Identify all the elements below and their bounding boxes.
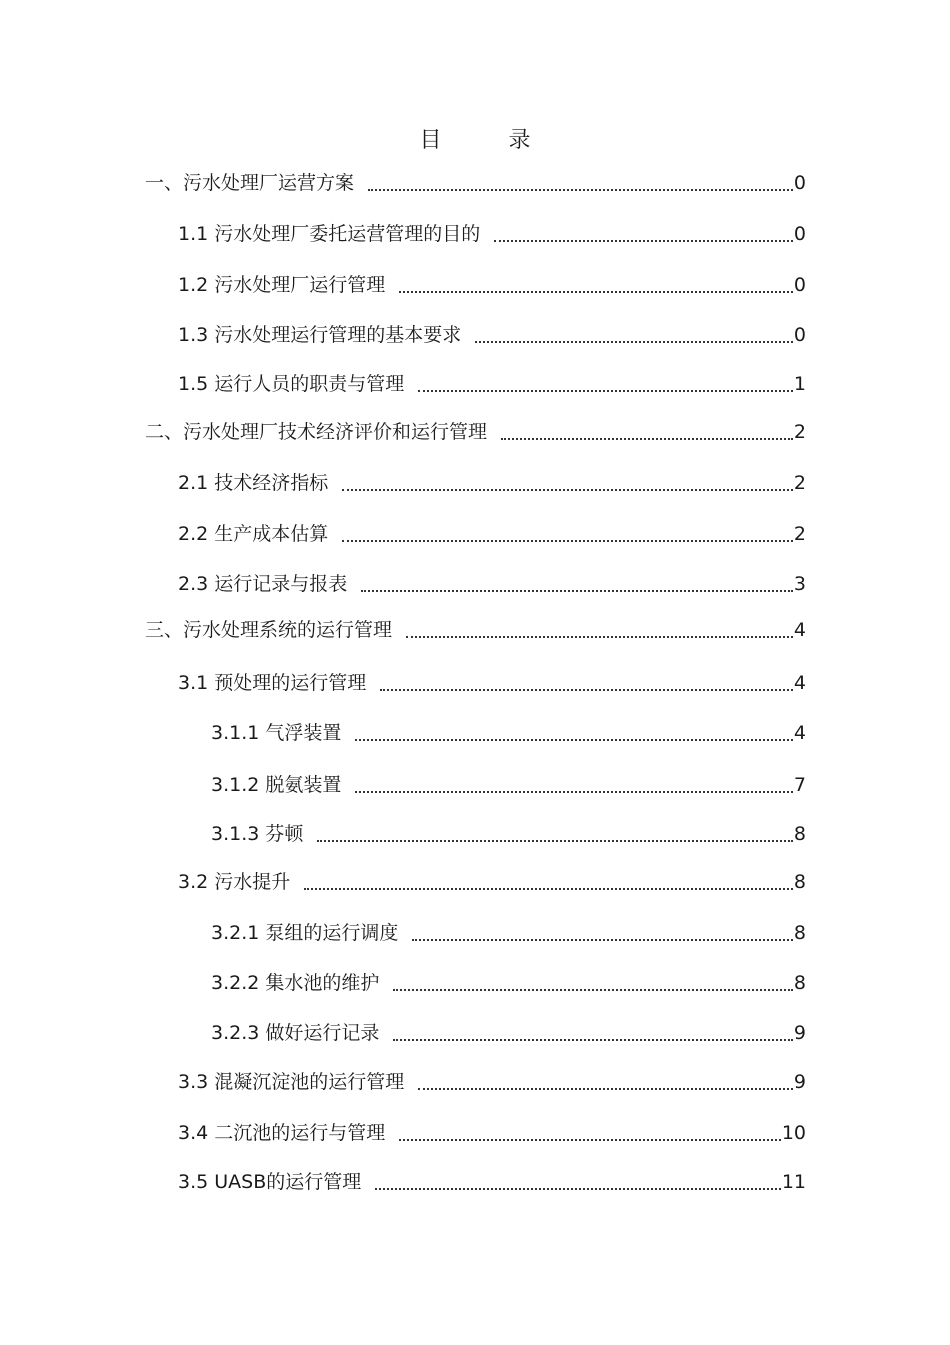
dot-leader (418, 1066, 793, 1090)
dot-leader (355, 769, 793, 793)
toc-entry-text: 三、污水处理系统的运行管理 (145, 619, 393, 641)
toc-entry-page: 0 (793, 324, 806, 346)
toc-entry-page: 0 (793, 223, 806, 245)
toc-entry-page: 8 (793, 972, 806, 994)
toc-entry-text: 3.1 预处理的运行管理 (178, 672, 367, 694)
toc-entry[interactable] (178, 1169, 806, 1195)
toc-entry-text: 3.2.2 集水池的维护 (211, 972, 380, 994)
toc-entry-text: 3.4 二沉池的运行与管理 (178, 1122, 386, 1144)
toc-entry-text: 3.2 污水提升 (178, 871, 291, 893)
toc-entry-page: 0 (793, 172, 806, 194)
dot-leader (393, 1017, 793, 1041)
toc-entry-page: 4 (793, 672, 806, 694)
toc-title: 目 录 (419, 128, 561, 153)
dot-leader (380, 667, 793, 691)
toc-entry-page: 1 (793, 373, 806, 395)
toc-entry-text: 一、污水处理厂运营方案 (145, 172, 355, 194)
toc-entry-page: 7 (793, 774, 806, 796)
toc-entry-text: 1.3 污水处理运行管理的基本要求 (178, 324, 462, 346)
toc-entry-page: 2 (793, 472, 806, 494)
dot-leader (342, 467, 793, 491)
dot-leader (342, 518, 793, 542)
toc-entry-page: 9 (793, 1071, 806, 1093)
toc-entry[interactable] (178, 670, 806, 696)
dot-leader (375, 1166, 781, 1190)
dot-leader (399, 1117, 781, 1141)
dot-leader (361, 568, 793, 592)
toc-entry-page: 2 (793, 421, 806, 443)
toc-entry[interactable] (178, 221, 806, 247)
toc-entry[interactable] (211, 772, 806, 798)
toc-entry[interactable] (178, 1120, 806, 1146)
toc-entry[interactable] (178, 371, 806, 397)
toc-entry[interactable] (178, 521, 806, 547)
dot-leader (399, 269, 793, 293)
toc-entry-page: 8 (793, 922, 806, 944)
toc-entry-page: 0 (793, 274, 806, 296)
dot-leader (475, 319, 793, 343)
toc-entry-text: 3.1.2 脱氨装置 (211, 774, 342, 796)
toc-entry[interactable] (178, 322, 806, 348)
toc-entry[interactable] (211, 920, 806, 946)
toc-entry-text: 二、污水处理厂技术经济评价和运行管理 (145, 421, 488, 443)
dot-leader (355, 717, 793, 741)
dot-leader (368, 167, 793, 191)
dot-leader (393, 967, 793, 991)
toc-entry-page: 8 (793, 871, 806, 893)
toc-entry[interactable] (211, 970, 806, 996)
toc-entry-text: 2.3 运行记录与报表 (178, 573, 348, 595)
toc-entry-text: 1.2 污水处理厂运行管理 (178, 274, 386, 296)
toc-entry-page: 2 (793, 523, 806, 545)
toc-entry-text: 3.5 UASB的运行管理 (178, 1171, 362, 1193)
dot-leader (494, 218, 793, 242)
toc-entry[interactable] (178, 869, 806, 895)
toc-entry-page: 9 (793, 1022, 806, 1044)
toc-entry-text: 2.2 生产成本估算 (178, 523, 329, 545)
toc-entry-page: 4 (793, 619, 806, 641)
toc-entry-page: 11 (781, 1171, 806, 1193)
toc-entry[interactable] (178, 1069, 806, 1095)
toc-entry[interactable] (178, 470, 806, 496)
toc-entry-text: 1.1 污水处理厂委托运营管理的目的 (178, 223, 481, 245)
dot-leader (317, 818, 793, 842)
toc-entry-text: 3.2.3 做好运行记录 (211, 1022, 380, 1044)
dot-leader (501, 416, 793, 440)
toc-entry[interactable] (178, 571, 806, 597)
toc-entry-text: 3.3 混凝沉淀池的运行管理 (178, 1071, 405, 1093)
toc-entry-page: 3 (793, 573, 806, 595)
toc-entry[interactable] (145, 170, 806, 196)
dot-leader (412, 917, 793, 941)
toc-entry-text: 2.1 技术经济指标 (178, 472, 329, 494)
toc-entry[interactable] (145, 419, 806, 445)
toc-entry[interactable] (211, 821, 806, 847)
toc-entry[interactable] (145, 617, 806, 643)
toc-entry-page: 10 (781, 1122, 806, 1144)
dot-leader (304, 866, 793, 890)
toc-entry[interactable] (211, 720, 806, 746)
toc-entry[interactable] (211, 1020, 806, 1046)
toc-entry[interactable] (178, 272, 806, 298)
toc-entry-text: 3.2.1 泵组的运行调度 (211, 922, 399, 944)
toc-entry-text: 1.5 运行人员的职责与管理 (178, 373, 405, 395)
toc-entry-page: 4 (793, 722, 806, 744)
dot-leader (418, 368, 793, 392)
toc-entry-text: 3.1.3 芬顿 (211, 823, 304, 845)
toc-entry-page: 8 (793, 823, 806, 845)
dot-leader (406, 614, 793, 638)
toc-entry-text: 3.1.1 气浮装置 (211, 722, 342, 744)
